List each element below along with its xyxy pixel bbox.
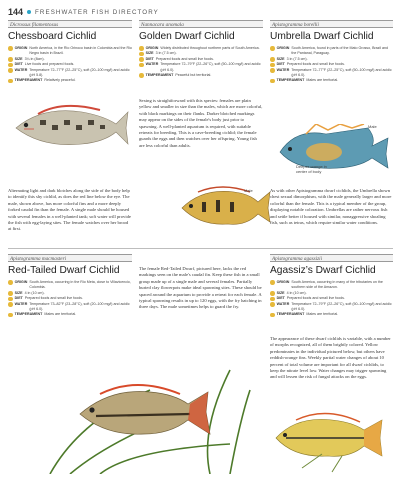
temperament-icon <box>270 313 275 318</box>
fact-origin: ORIGIN North America, in the Rio Orinoco basin in Colombia and the Rio Negro basin in Brazil. <box>8 46 132 57</box>
fact-temperament: TEMPERAMENT Peaceful but territorial. <box>139 73 263 78</box>
globe-icon <box>8 46 13 51</box>
globe-icon <box>8 280 13 285</box>
fact-origin: ORIGIN South America, occurring in the Rio Meta, close to Villavicencio, Colombia. <box>8 280 132 291</box>
common-name: Agassiz’s Dwarf Cichlid <box>270 265 376 276</box>
temperament-icon <box>270 79 275 84</box>
section-divider <box>8 248 393 249</box>
temperament-icon <box>8 313 13 318</box>
common-name: Chessboard Cichlid <box>8 31 97 42</box>
fact-size: SIZE 3 in (7.5 cm). <box>139 51 263 56</box>
agassiz-dwarf-cichlid-photo <box>272 404 393 474</box>
ruler-icon <box>270 57 275 62</box>
fact-water: WATER Temperature 72–79°F (22–26°C), soft (50–100 mg/l) and acidic (pH 6.0). <box>139 62 263 73</box>
umbrella-description: As with other Apistogramma dwarf cichlids, the Umbrella shown chest sexual dimorphism, with the male generally larger and more colorful than the female. This is a typical member of the group, displaying notable coloration. Umbrellas are rather nervous fish and settle better if housed with similar, nonaggressive shoaling fish, such as tetras, which require similar water conditions. <box>270 188 392 226</box>
golden-dwarf-cichlid-photo <box>178 182 274 232</box>
fact-water: WATER Temperature 72–79°F (22–26°C), soft (50–100 mg/l) and acidic (pH 6.0). <box>270 302 393 313</box>
fact-origin: ORIGIN South America, found in parts of the Mato Grosso, Brazil and the Pantanal, Paraguay. <box>270 46 393 57</box>
chessboard-description: Alternating light and dark blotches along the side of the body help to identify this shy cichlid, as does the red line below the eye. The male, shown above, has more colorful fins and a more deeply forked caudal fin than the female. A single male should be housed with several females in a well-planted tank; soft water will provide the fish with egg-laying sites. The female watches over her brood at first. <box>8 188 131 232</box>
fact-water: WATER Temperature 73–82°F (23–28°C), soft (20–100 mg/l) and acidic (pH 6.0). <box>8 302 132 313</box>
male-label-top: Male <box>368 124 377 129</box>
species-chessboard <box>8 20 132 84</box>
fact-temperament: TEMPERAMENT Males are territorial. <box>8 312 132 317</box>
male-label-mid: Male <box>244 188 253 193</box>
fact-temperament: TEMPERAMENT Males are territorial. <box>270 312 393 317</box>
fact-temperament: TEMPERAMENT Males are territorial. <box>270 78 393 83</box>
coloration-note: Deeper orange in center of body <box>296 164 327 174</box>
food-icon <box>8 297 13 302</box>
fact-list <box>139 46 263 78</box>
species-agassiz <box>270 254 393 318</box>
scientific-name: Apistogramma agassizii <box>270 254 393 262</box>
food-icon <box>270 63 275 68</box>
scientific-name: Nannacara anomala <box>139 20 263 28</box>
water-drop-icon <box>139 63 144 68</box>
page-header <box>8 6 159 18</box>
food-icon <box>139 57 144 62</box>
species-umbrella <box>270 20 393 84</box>
water-drop-icon <box>8 302 13 307</box>
fact-diet: DIET Prepared foods and small live foods. <box>139 57 263 62</box>
fact-origin: ORIGIN Widely distributed throughout northern parts of South America. <box>139 46 263 51</box>
scientific-name: Dicrossus filamentosus <box>8 20 132 28</box>
globe-icon <box>270 46 275 51</box>
scientific-name: Apistogramma macmasteri <box>8 254 132 262</box>
red-tailed-dwarf-cichlid-photo <box>40 350 260 474</box>
fact-water: WATER Temperature 72–77°F (22–25°C), soft (20–100 mg/l) and acidic (pH 5.8). <box>8 68 132 79</box>
fact-list <box>8 46 132 84</box>
scientific-name: Apistogramma borellii <box>270 20 393 28</box>
common-name: Umbrella Dwarf Cichlid <box>270 31 374 42</box>
fact-list <box>8 280 132 318</box>
water-drop-icon <box>270 302 275 307</box>
ruler-icon <box>8 57 13 62</box>
food-icon <box>270 297 275 302</box>
agassiz-description: The appearance of these dwarf cichlids is variable, with a number of morphs recognized, all of them brightly colored. Yellow predominates in the individual pictured below, but others have reddish-orange fins. Weekly partial water changes of about 10 percent of total volume are important for all dwarf cichlids, to keep the nitrate level low. Water changes may trigger spawning and will lessen the risk of fungal attacks on the eggs. <box>270 336 391 380</box>
fact-diet: DIET Prepared foods and small live foods. <box>270 62 393 67</box>
water-drop-icon <box>8 68 13 73</box>
fact-size: SIZE 3¼ in (8cm). <box>8 57 132 62</box>
ruler-icon <box>139 52 144 57</box>
temperament-icon <box>139 73 144 78</box>
fact-size: SIZE 4 in (10 cm). <box>270 291 393 296</box>
fact-diet: DIET Prepared foods and small live foods. <box>8 296 132 301</box>
fact-origin: ORIGIN South America, occurring in many of the tributaries on the southern side of the Amazon. <box>270 280 393 291</box>
fact-size: SIZE 3 in (7.5 cm). <box>270 57 393 62</box>
water-drop-icon <box>270 68 275 73</box>
species-golden <box>139 20 263 78</box>
fact-temperament: TEMPERAMENT Relatively peaceful. <box>8 78 132 83</box>
fact-size: SIZE 4 in (10 cm). <box>8 291 132 296</box>
ruler-icon <box>8 291 13 296</box>
page-title: FRESHWATER FISH DIRECTORY <box>35 8 159 16</box>
page-number: 144 <box>8 7 24 17</box>
globe-icon <box>270 280 275 285</box>
temperament-icon <box>8 79 13 84</box>
fact-diet: DIET Prepared foods and small live foods. <box>270 296 393 301</box>
fact-list <box>270 46 393 84</box>
golden-description: Sexing is straightforward with this species: females are plain yellow and smaller in size than the males, which are more colorful, with black markings on their flanks. Darker blotched markings may appear on the sides of the female's body just prior to spawning. A well-planted aquarium is required, with suitable retreats for breeding. This is a cave-breeding cichlid; the female guards the eggs and then watches over her offspring. Young fish are less colorful than adults. <box>139 98 263 148</box>
species-redtail <box>8 254 132 318</box>
bullet-icon <box>27 10 31 14</box>
redtail-description: The female Red-Tailed Dwarf, pictured here, lacks the red markings seen on the male's caudal fin. Keep these fish in a small group made up of a single male and several females. Partially buried clay flowerpots make ideal spawning sites. These should be spaced around the aquarium to provide a retreat for each female. A typical spawning results in up to 120 eggs, with the fry hatching in three days. The male sometimes helps to guard the fry. <box>139 266 262 310</box>
fact-water: WATER Temperature 72–77°F (22–25°C), soft (50–100 mg/l) and acidic (pH 6.0). <box>270 68 393 79</box>
globe-icon <box>139 46 144 51</box>
common-name: Red-Tailed Dwarf Cichlid <box>8 265 120 276</box>
fact-list <box>270 280 393 318</box>
common-name: Golden Dwarf Cichlid <box>139 31 235 42</box>
food-icon <box>8 63 13 68</box>
chessboard-cichlid-photo <box>12 98 132 156</box>
fact-diet: DIET Live foods and prepared foods. <box>8 62 132 67</box>
ruler-icon <box>270 291 275 296</box>
